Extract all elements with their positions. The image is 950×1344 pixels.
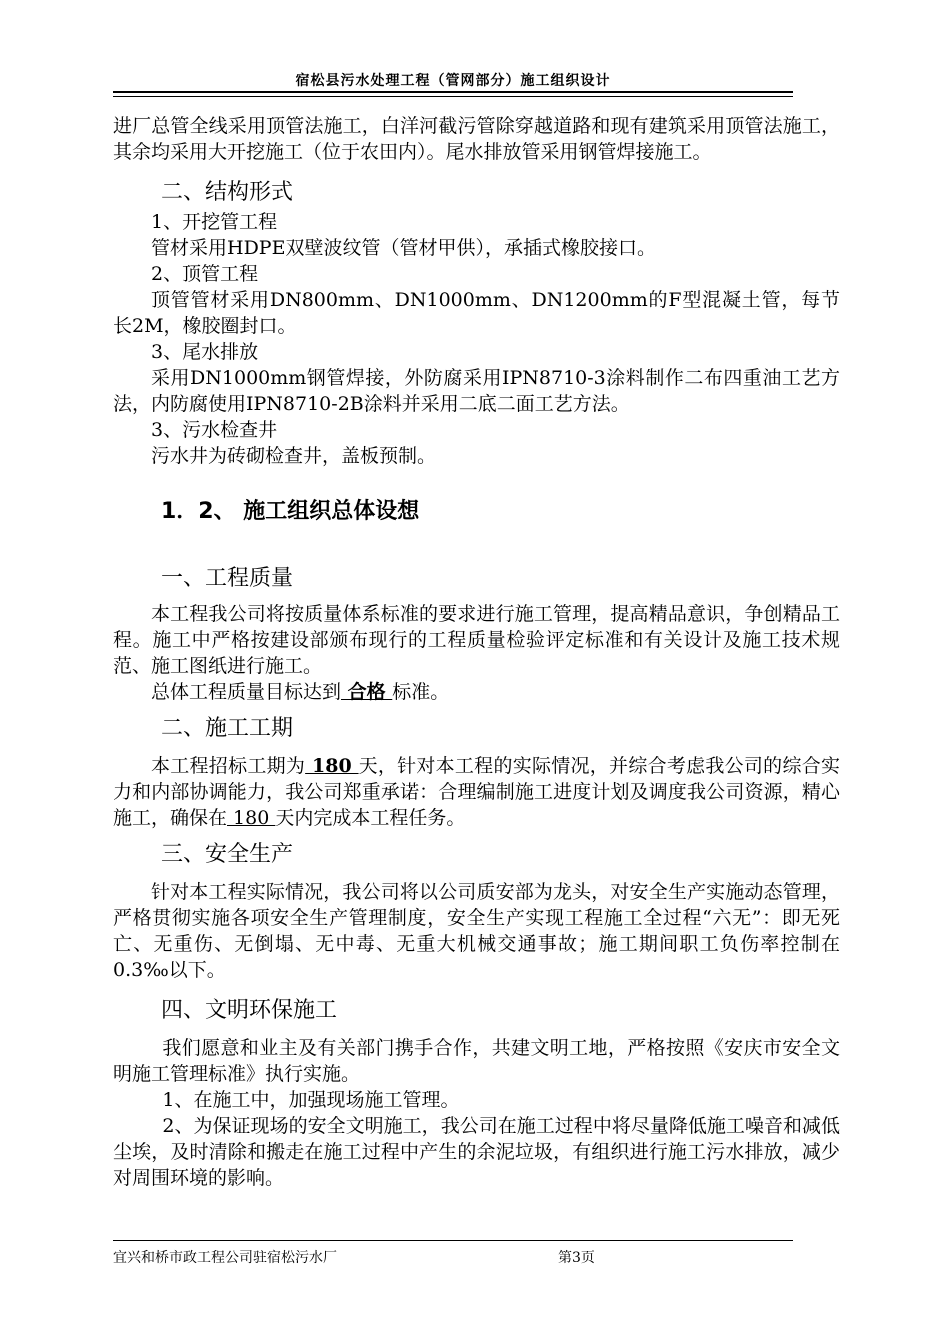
structure-item-1-text: 管材采用HDPE双壁波纹管（管材甲供），承插式橡胶接口。	[151, 237, 656, 259]
heading-structure: 二、结构形式	[161, 180, 294, 205]
intro-paragraph: 进厂总管全线采用顶管法施工，白洋河截污管除穿越道路和现有建筑采用顶管法施工，其余均采用大开挖施工（位于农田内）。尾水排放管采用钢管焊接施工。	[113, 115, 840, 163]
structure-item-2-title: 2、顶管工程	[151, 263, 259, 285]
quality-target-prefix: 总体工程质量目标达到	[151, 681, 342, 703]
heading-period: 二、施工工期	[161, 716, 294, 741]
structure-item-4-text: 污水井为砖砌检查井，盖板预制。	[151, 445, 437, 467]
page-header-title: 宿松县污水处理工程（管网部分）施工组织设计	[295, 73, 611, 89]
period-paragraph	[113, 753, 840, 831]
environment-paragraph-1: 我们愿意和业主及有关部门携手合作，共建文明工地，严格按照《安庆市安全文明施工管理标准》执行实施。	[113, 1037, 840, 1085]
structure-item-2-text: 顶管管材采用DN800mm、DN1000mm、DN1200mm的F型混凝土管，每节长2M，橡胶圈封口。	[113, 289, 840, 337]
header-rule-thick	[113, 91, 793, 93]
environment-paragraph-3: 2、为保证现场的安全文明施工，我公司在施工过程中将尽量降低施工噪音和减低尘埃，及时清除和搬走在施工过程中产生的余泥垃圾，有组织进行施工污水排放，减少对周围环境的影响。	[113, 1115, 840, 1189]
period-middle: 天，针对本工程的实际情况，并综合考虑我公司的综合实力和内部协调能力，我公司郑重承诺：合理编制施工进度计划及调度我公司资源，精心施工，确保在	[113, 755, 840, 829]
chapter-heading: 1．2、 施工组织总体设想	[161, 499, 420, 524]
heading-quality: 一、工程质量	[161, 566, 294, 591]
quality-target-value: 合格	[341, 681, 393, 703]
footer-rule	[113, 1240, 793, 1241]
period-suffix: 天内完成本工程任务。	[275, 807, 466, 829]
document-body	[113, 113, 840, 1191]
safety-paragraph: 针对本工程实际情况，我公司将以公司质安部为龙头，对安全生产实施动态管理，严格贯彻实施各项安全生产管理制度，安全生产实现工程施工全过程“六无”：即无死亡、无重伤、无倒塌、无中毒、无重大机械交通事故；施工期间职工负伤率控制在0.3‰以下。	[113, 881, 840, 981]
period-prefix: 本工程招标工期为	[151, 755, 306, 777]
footer-page-number: 第3页	[558, 1250, 595, 1266]
period-days-2: 180	[227, 807, 276, 829]
quality-paragraph-1: 本工程我公司将按质量体系标准的要求进行施工管理，提高精品意识，争创精品工程。施工中严格按建设部颁布现行的工程质量检验评定标准和有关设计及施工技术规范、施工图纸进行施工。	[113, 603, 840, 677]
environment-paragraph-2: 1、在施工中，加强现场施工管理。	[162, 1089, 460, 1111]
structure-item-1-title: 1、开挖管工程	[151, 211, 278, 233]
heading-environment: 四、文明环保施工	[161, 998, 338, 1023]
structure-item-3-text: 采用DN1000mm钢管焊接，外防腐采用IPN8710-3涂料制作二布四重油工艺方法，内防腐使用IPN8710-2B涂料并采用二底二面工艺方法。	[113, 367, 840, 415]
footer-company: 宜兴和桥市政工程公司驻宿松污水厂	[113, 1250, 337, 1266]
structure-item-4-title: 3、污水检查井	[151, 419, 278, 441]
period-days-1: 180	[305, 755, 359, 777]
structure-item-3-title: 3、尾水排放	[151, 341, 259, 363]
quality-target-suffix: 标准。	[392, 681, 450, 703]
quality-paragraph-2	[113, 679, 840, 705]
header-rule-thin	[113, 96, 793, 97]
heading-safety: 三、安全生产	[161, 842, 294, 867]
